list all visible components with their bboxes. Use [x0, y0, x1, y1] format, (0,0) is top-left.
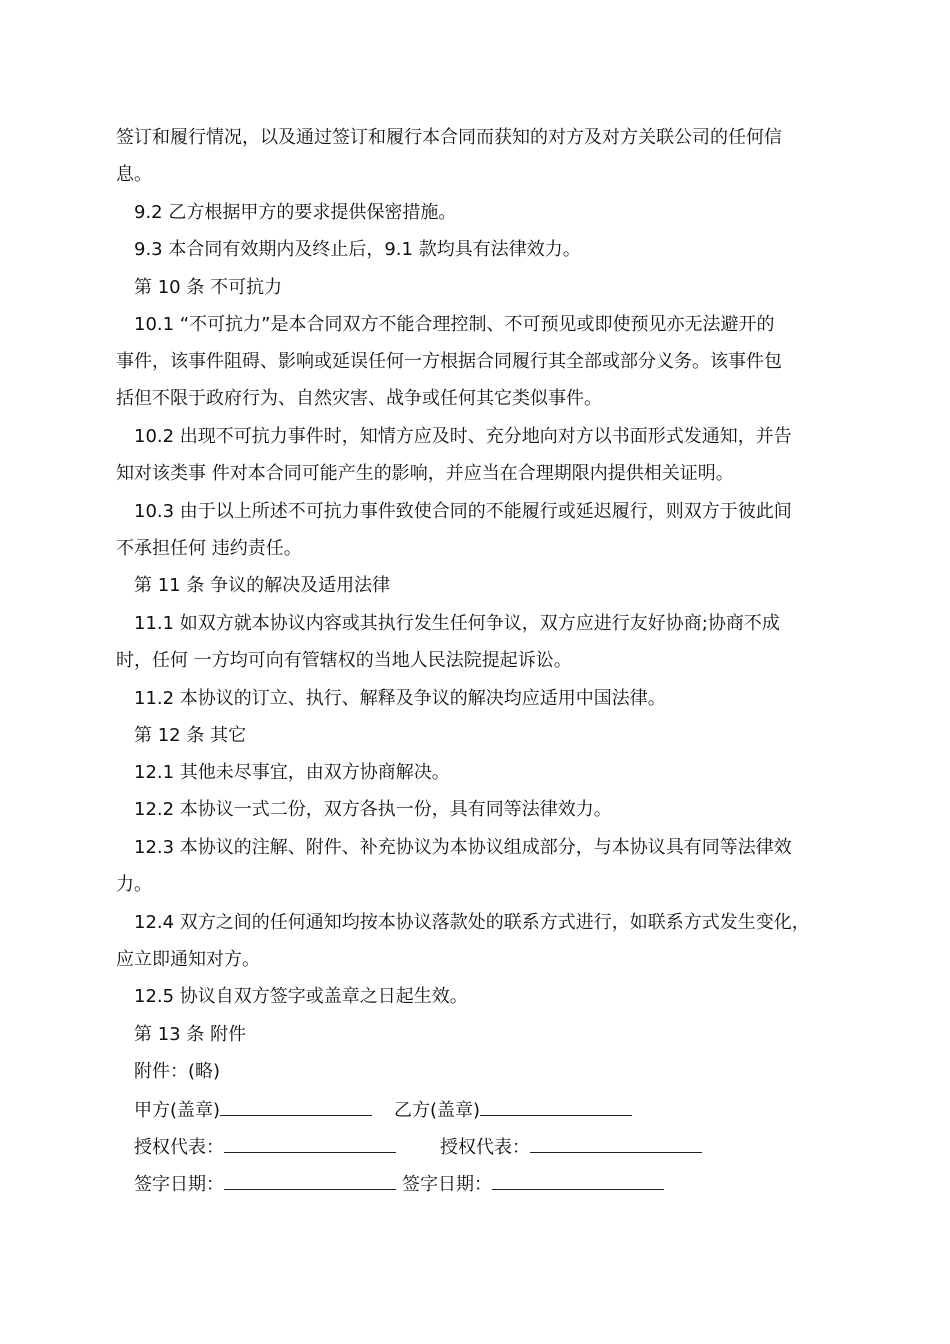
text-line: 9.2 乙方根据甲方的要求提供保密措施。	[134, 202, 457, 223]
text-line: 12.1 其他未尽事宜，由双方协商解决。	[134, 762, 450, 783]
rep-a-label: 授权代表：	[134, 1137, 224, 1158]
rep-b-label: 授权代表：	[440, 1137, 530, 1158]
rep-a-row	[134, 1134, 396, 1161]
date-a-row	[134, 1171, 396, 1198]
section-heading: 第 10 条 不可抗力	[134, 277, 283, 298]
text-line: 签订和履行情况，以及通过签订和履行本合同而获知的对方及对方关联公司的任何信	[116, 127, 782, 148]
text-line: 附件：(略)	[134, 1061, 221, 1082]
text-line: 11.2 本协议的订立、执行、解释及争议的解决均应适用中国法律。	[134, 688, 666, 709]
party-b-label: 乙方(盖章)	[394, 1100, 481, 1121]
text-line: 12.2 本协议一式二份，双方各执一份，具有同等法律效力。	[134, 799, 612, 820]
text-line: 12.4 双方之间的任何通知均按本协议落款处的联系方式进行，如联系方式发生变化，	[134, 912, 810, 933]
date-a-blank	[224, 1171, 396, 1190]
party-b-seal-row	[394, 1097, 632, 1124]
date-b-row	[402, 1171, 664, 1198]
text-line: 11.1 如双方就本协议内容或其执行发生任何争议，双方应进行友好协商;协商不成	[134, 613, 780, 634]
text-line: 9.3 本合同有效期内及终止后，9.1 款均具有法律效力。	[134, 239, 581, 260]
rep-b-row	[440, 1134, 702, 1161]
date-b-label: 签字日期：	[402, 1174, 492, 1195]
text-line: 应立即通知对方。	[116, 949, 260, 970]
section-heading: 第 12 条 其它	[134, 725, 247, 746]
text-line: 知对该类事 件对本合同可能产生的影响，并应当在合理期限内提供相关证明。	[116, 463, 734, 484]
rep-b-blank	[530, 1134, 702, 1153]
party-a-seal-row	[134, 1097, 372, 1124]
party-a-signature-blank	[220, 1097, 372, 1116]
section-heading: 第 13 条 附件	[134, 1024, 247, 1045]
text-line: 12.3 本协议的注解、附件、补充协议为本协议组成部分，与本协议具有同等法律效	[134, 837, 792, 858]
rep-a-blank	[224, 1134, 396, 1153]
party-b-signature-blank	[480, 1097, 632, 1116]
text-line: 12.5 协议自双方签字或盖章之日起生效。	[134, 986, 468, 1007]
text-line: 时，任何 一方均可向有管辖权的当地人民法院提起诉讼。	[116, 650, 572, 671]
text-line: 10.3 由于以上所述不可抗力事件致使合同的不能履行或延迟履行，则双方于彼此间	[134, 501, 792, 522]
text-line: 10.2 出现不可抗力事件时，知情方应及时、充分地向对方以书面形式发通知，并告	[134, 426, 792, 447]
text-line: 事件，该事件阻碍、影响或延误任何一方根据合同履行其全部或部分义务。该事件包	[116, 351, 782, 372]
text-line: 息。	[116, 164, 152, 185]
section-heading: 第 11 条 争议的解决及适用法律	[134, 575, 391, 596]
text-line: 力。	[116, 874, 152, 895]
text-line: 不承担任何 违约责任。	[116, 538, 302, 559]
date-a-label: 签字日期：	[134, 1174, 224, 1195]
date-b-blank	[492, 1171, 664, 1190]
text-line: 括但不限于政府行为、自然灾害、战争或任何其它类似事件。	[116, 388, 602, 409]
text-line: 10.1 “不可抗力”是本合同双方不能合理控制、不可预见或即使预见亦无法避开的	[134, 314, 775, 335]
party-a-label: 甲方(盖章)	[134, 1100, 221, 1121]
